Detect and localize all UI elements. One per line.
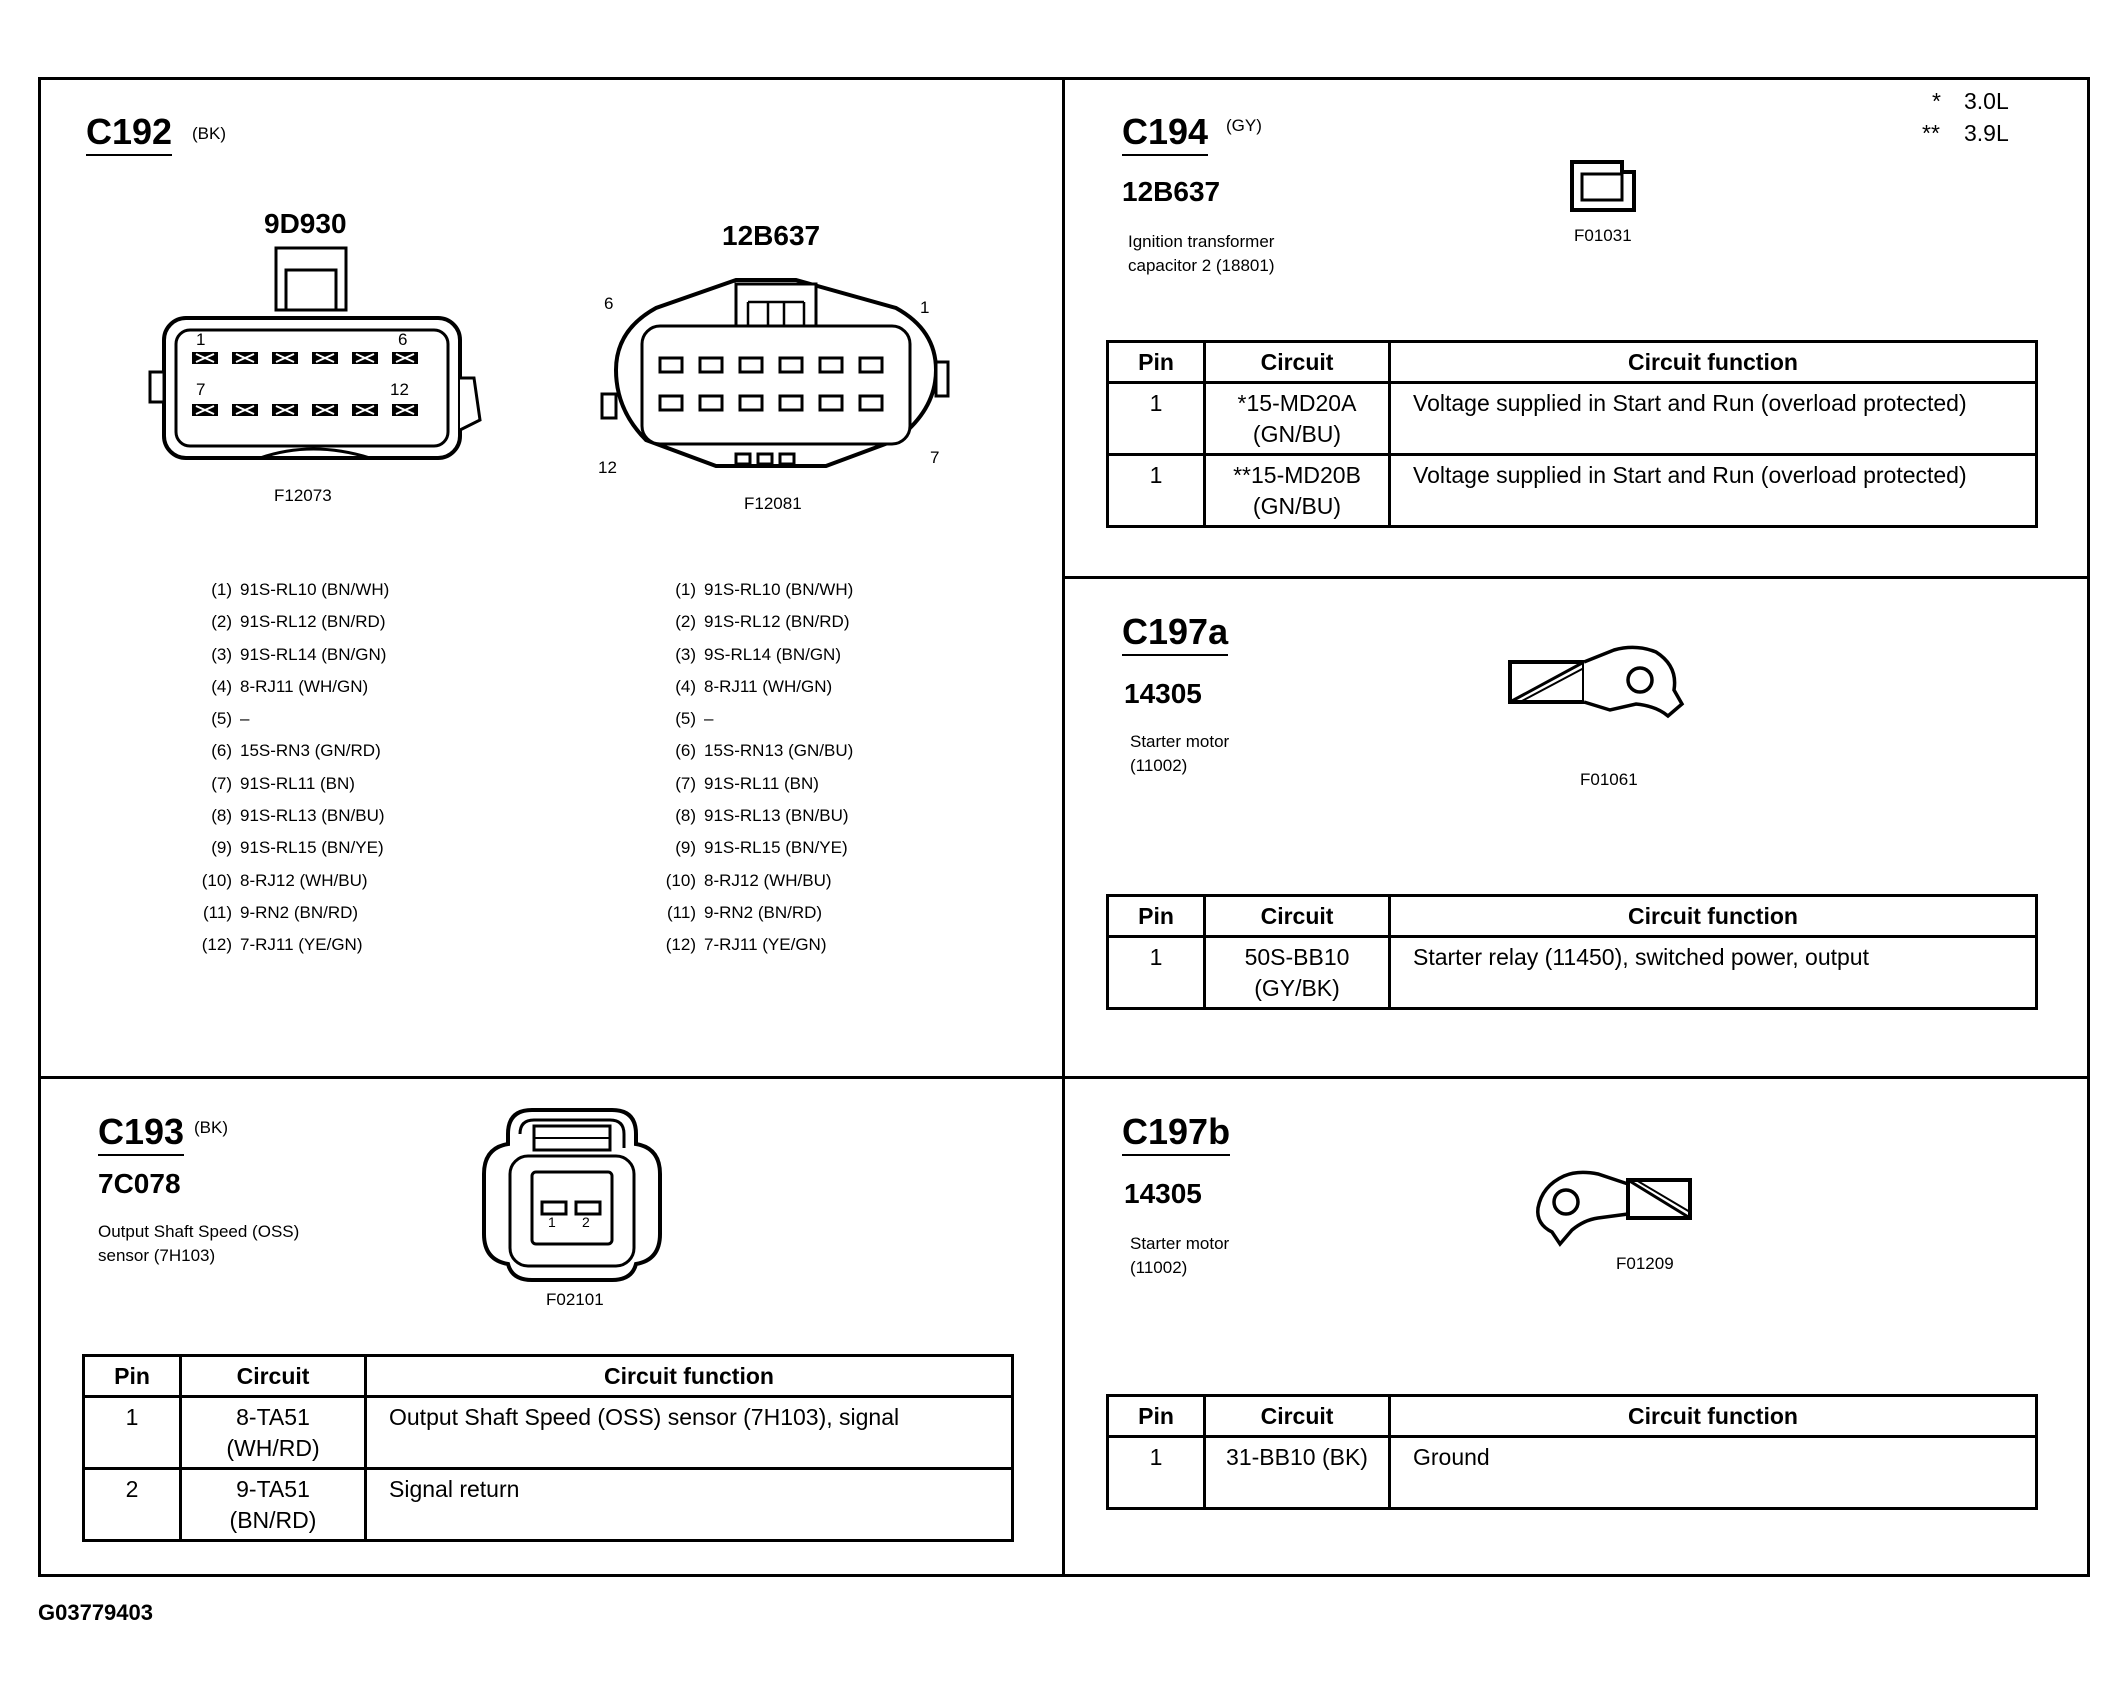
pin-circuit: 8-RJ11 (WH/GN) [240,676,369,696]
pin-label-12: 12 [598,458,617,477]
pin-circuit: – [704,709,714,729]
pin-number: (1) [675,580,696,599]
table-header-row [84,1356,1013,1397]
connector-c194-drawing [1568,158,1640,214]
connector-color: (GY) [1226,116,1262,135]
column-header-circuit: Circuit [1205,342,1390,383]
pin-row [656,709,916,741]
circuit-line: (GN/BU) [1252,493,1342,519]
right-divider-upper [1062,576,2090,579]
pin-row [192,806,452,838]
connector-id: C197b [1122,1112,1230,1156]
pin-number: (8) [211,806,232,826]
column-header-circuit: Circuit [1205,1396,1390,1437]
connector-7c078-drawing [472,1104,672,1284]
pin-table [1106,340,2038,528]
part-number: 12B637 [1122,176,1221,207]
circuit-cell [181,1469,366,1541]
component-description [1130,730,1229,778]
description-line: Output Shaft Speed (OSS) [98,1222,300,1241]
pin-row [192,935,452,967]
pin-circuit: 91S-RL12 (BN/RD) [240,612,386,632]
description-line: (11002) [1130,1258,1188,1277]
note-mark: * [1932,88,1941,114]
pin-circuit: 91S-RL11 (BN) [240,773,355,793]
description-line: Starter motor [1130,1234,1230,1253]
table-row [1108,1437,2037,1509]
pin-label-1: 1 [920,298,930,317]
pin-number: (5) [211,709,232,729]
pin-number: (1) [211,580,232,599]
pin-label-7: 7 [930,448,940,467]
part-number: 14305 [1124,678,1202,709]
column-header-function: Circuit function [1390,342,2037,383]
pin-row [656,871,916,903]
connector-id: C194 [1122,112,1208,156]
table-row [1108,937,2037,1009]
pin-cell: 2 [84,1469,181,1541]
pin-label-1: 1 [196,330,206,349]
function-cell: Signal return [366,1469,1013,1541]
figure-id: F01209 [1616,1254,1674,1273]
pin-number: (11) [667,902,696,922]
pin-table [1106,1394,2038,1510]
pin-circuit: 7-RJ11 (YE/GN) [240,935,363,955]
circuit-cell [1205,383,1390,455]
pin-number: (11) [203,902,232,922]
pin-circuit: 8-RJ12 (WH/BU) [240,870,368,890]
table-row [84,1397,1013,1469]
pin-row [192,677,452,709]
figure-number: G03779403 [38,1600,153,1625]
connector-12b637-drawing [596,270,946,470]
table-row [84,1469,1013,1541]
table-row [1108,455,2037,527]
pin-circuit: 8-RJ11 (WH/GN) [704,676,833,696]
pin-label-2: 2 [582,1214,590,1230]
ring-terminal-c197b-drawing [1528,1164,1698,1248]
part-number: 9D930 [264,208,347,239]
pin-label-6: 6 [398,330,408,349]
pin-row [192,580,452,612]
column-header-pin: Pin [1108,1396,1205,1437]
table-row [1108,383,2037,455]
connector-id: C192 [86,112,172,156]
pin-circuit: 91S-RL15 (BN/YE) [704,838,848,858]
pin-label-7: 7 [196,380,206,399]
pin-circuit: 91S-RL10 (BN/WH) [240,580,390,599]
pin-circuit: 9S-RL14 (BN/GN) [704,644,841,664]
figure-id: F02101 [546,1290,604,1309]
pin-number: (7) [675,773,696,793]
note-3-0l [1932,88,1941,115]
column-header-function: Circuit function [1390,896,2037,937]
part-number: 14305 [1124,1178,1202,1209]
connector-color: (BK) [192,124,226,143]
description-line: Starter motor [1130,732,1230,751]
pin-circuit: 91S-RL13 (BN/BU) [240,806,385,826]
pin-number: (8) [675,806,696,826]
description-line: (11002) [1130,756,1188,775]
pin-table [1106,894,2038,1010]
pin-row [656,580,916,612]
circuit-line: 50S-BB10 [1244,944,1350,970]
pin-row [192,709,452,741]
part-number: 12B637 [722,220,821,251]
pin-number: (2) [211,612,232,632]
pin-number: (4) [211,676,232,696]
description-line: sensor (7H103) [98,1246,216,1265]
pin-cell: 1 [1108,383,1205,455]
pin-row [192,612,452,644]
pin-label-6: 6 [604,294,614,313]
pin-circuit: – [240,709,250,729]
pin-row [192,645,452,677]
pin-circuit: 15S-RN3 (GN/RD) [240,741,381,761]
column-header-circuit: Circuit [181,1356,366,1397]
table-header-row [1108,896,2037,937]
pin-number: (4) [675,676,696,696]
pin-row [192,838,452,870]
pin-number: (10) [201,870,232,890]
pin-number: (5) [675,709,696,729]
pin-row [192,903,452,935]
component-description [1128,230,1274,278]
circuit-line: 9-TA51 [236,1476,310,1502]
circuit-line: **15-MD20B [1233,462,1361,488]
circuit-cell [1205,937,1390,1009]
pin-row [656,645,916,677]
circuit-line: (GN/BU) [1252,421,1342,447]
pin-circuit: 91S-RL11 (BN) [704,773,819,793]
pin-circuit: 91S-RL15 (BN/YE) [240,838,384,858]
component-description [1130,1232,1229,1280]
note-3-9l [1922,120,1940,147]
pin-row [656,677,916,709]
ring-terminal-c197a-drawing [1506,644,1686,724]
pin-cell: 1 [1108,937,1205,1009]
pin-number: (3) [211,644,232,664]
function-cell: Voltage supplied in Start and Run (overload protected) [1390,455,2037,527]
right-divider-lower [1062,1076,2090,1079]
pin-number: (6) [211,741,232,761]
pin-row [656,935,916,967]
pin-row [656,838,916,870]
note-mark: ** [1922,120,1940,146]
figure-id: F01031 [1574,226,1632,245]
function-cell: Voltage supplied in Start and Run (overload protected) [1390,383,2037,455]
pin-row [192,741,452,773]
column-header-circuit: Circuit [1205,896,1390,937]
pin-circuit: 9-RN2 (BN/RD) [704,902,823,922]
pin-number: (12) [201,935,232,955]
center-divider [1062,77,1065,1577]
pin-row [656,741,916,773]
pin-circuit: 91S-RL14 (BN/GN) [240,644,387,664]
figure-id: F12073 [274,486,332,505]
connector-id: C193 [98,1112,184,1156]
pin-number: (9) [675,838,696,858]
pin-cell: 1 [84,1397,181,1469]
column-header-pin: Pin [1108,896,1205,937]
column-header-pin: Pin [1108,342,1205,383]
description-line: Ignition transformer [1128,232,1275,251]
pin-row [192,774,452,806]
function-cell: Ground [1390,1437,2037,1509]
pin-number: (7) [211,773,232,793]
pin-number: (2) [675,612,696,632]
pin-cell: 1 [1108,455,1205,527]
pin-label-12: 12 [390,380,409,399]
figure-id: F12081 [744,494,802,513]
description-line: capacitor 2 (18801) [1128,256,1275,275]
pin-list-12b637 [656,580,916,968]
pin-number: (10) [665,870,696,890]
left-divider [38,1076,1064,1079]
circuit-line: (GY/BK) [1254,975,1340,1001]
column-header-function: Circuit function [366,1356,1013,1397]
table-header-row [1108,342,2037,383]
pin-circuit: 9-RN2 (BN/RD) [240,902,359,922]
pin-circuit: 91S-RL12 (BN/RD) [704,612,850,632]
connector-id: C197a [1122,612,1228,656]
column-header-pin: Pin [84,1356,181,1397]
part-number: 7C078 [98,1168,181,1199]
connector-color: (BK) [194,1118,228,1137]
circuit-line: 8-TA51 [236,1404,310,1430]
pin-cell: 1 [1108,1437,1205,1509]
column-header-function: Circuit function [1390,1396,2037,1437]
circuit-line: 31-BB10 (BK) [1226,1444,1368,1470]
pin-circuit: 91S-RL10 (BN/WH) [704,580,854,599]
pin-circuit: 91S-RL13 (BN/BU) [704,806,849,826]
pin-list-9d930 [192,580,452,968]
note-3-0l-label: 3.0L [1964,88,2009,114]
pin-row [656,806,916,838]
connector-9d930-drawing [140,240,480,470]
sensor-description [98,1220,299,1268]
function-cell: Starter relay (11450), switched power, output [1390,937,2037,1009]
note-3-9l-label: 3.9L [1964,120,2009,146]
pin-circuit: 15S-RN13 (GN/BU) [704,741,854,761]
table-header-row [1108,1396,2037,1437]
pin-circuit: 8-RJ12 (WH/BU) [704,870,832,890]
circuit-cell [1205,1437,1390,1509]
circuit-cell [181,1397,366,1469]
pin-number: (3) [675,644,696,664]
pin-label-1: 1 [548,1214,556,1230]
circuit-line: *15-MD20A [1237,390,1357,416]
pin-row [656,612,916,644]
pin-row [192,871,452,903]
circuit-line: (BN/RD) [229,1507,317,1533]
pin-row [656,903,916,935]
pin-number: (9) [211,838,232,858]
pin-table [82,1354,1014,1542]
pin-circuit: 7-RJ11 (YE/GN) [704,935,827,955]
circuit-line: (WH/RD) [226,1435,320,1461]
circuit-cell [1205,455,1390,527]
function-cell: Output Shaft Speed (OSS) sensor (7H103), signal [366,1397,1013,1469]
pin-number: (6) [675,741,696,761]
pin-row [656,774,916,806]
figure-id: F01061 [1580,770,1638,789]
pin-number: (12) [665,935,696,955]
